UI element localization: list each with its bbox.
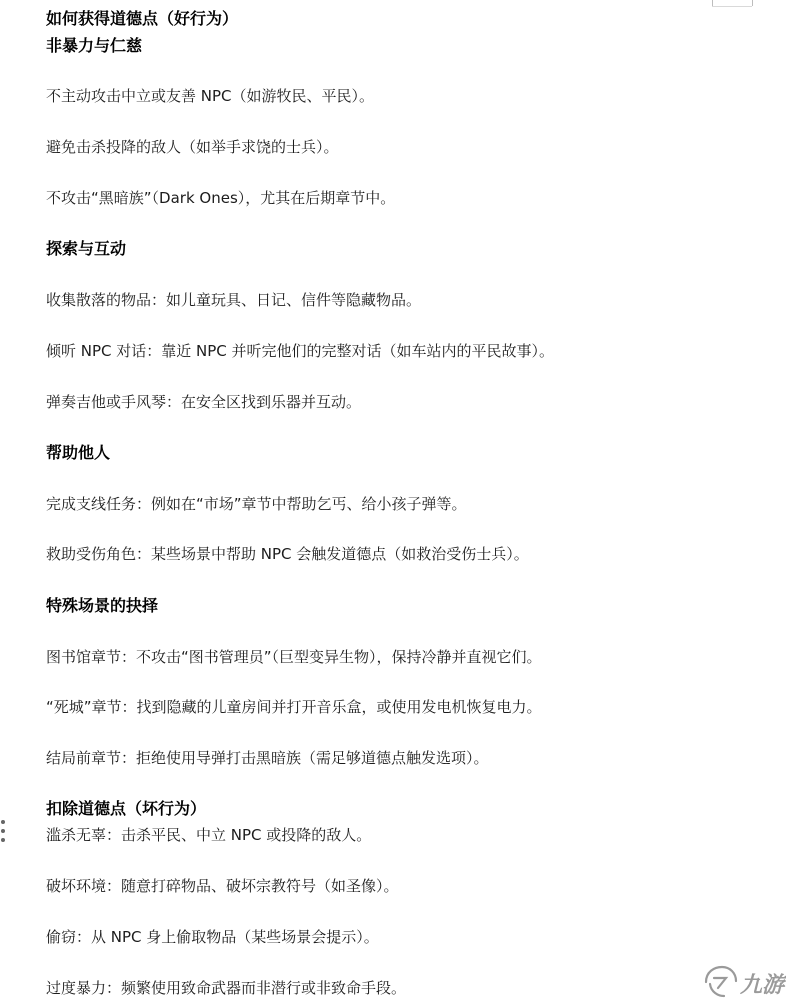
paragraph: 偷窃：从 NPC 身上偷取物品（某些场景会提示）。 (46, 928, 379, 946)
paragraph: 倾听 NPC 对话：靠近 NPC 并听完他们的完整对话（如车站内的平民故事）。 (46, 342, 555, 360)
section-heading: 非暴力与仁慈 (46, 36, 143, 55)
document-title: 如何获得道德点（好行为） (46, 9, 239, 28)
section-heading: 特殊场景的抉择 (46, 596, 159, 615)
section-heading: 帮助他人 (46, 443, 111, 462)
section-heading: 探索与互动 (46, 239, 127, 258)
page-frame-corner-right (752, 0, 753, 6)
section-heading: 扣除道德点（坏行为） (46, 799, 207, 818)
paragraph: 不攻击“黑暗族”（Dark Ones），尤其在后期章节中。 (46, 189, 396, 207)
paragraph: 避免击杀投降的敌人（如举手求饶的士兵）。 (46, 138, 339, 156)
drag-handle-dots-icon[interactable] (0, 820, 6, 847)
paragraph: 图书馆章节：不攻击“图书管理员”（巨型变异生物），保持冷静并直视它们。 (46, 648, 542, 666)
watermark-text: 九游 (740, 973, 785, 998)
paragraph: 收集散落的物品：如儿童玩具、日记、信件等隐藏物品。 (46, 291, 422, 309)
paragraph: 弹奏吉他或手风琴：在安全区找到乐器并互动。 (46, 393, 362, 411)
paragraph: 完成支线任务：例如在“市场”章节中帮助乞丐、给小孩子弹等。 (46, 495, 467, 513)
paragraph: “死城”章节：找到隐藏的儿童房间并打开音乐盒，或使用发电机恢复电力。 (46, 698, 542, 716)
paragraph: 破坏环境：随意打碎物品、破坏宗教符号（如圣像）。 (46, 877, 399, 895)
paragraph: 救助受伤角色：某些场景中帮助 NPC 会触发道德点（如救治受伤士兵）。 (46, 545, 529, 563)
paragraph: 滥杀无辜：击杀平民、中立 NPC 或投降的敌人。 (46, 826, 372, 844)
paragraph: 结局前章节：拒绝使用导弹打击黑暗族（需足够道德点触发选项）。 (46, 749, 489, 767)
jiuyou-logo-icon (700, 962, 786, 1002)
paragraph: 过度暴力：频繁使用致命武器而非潜行或非致命手段。 (46, 979, 407, 997)
paragraph: 不主动攻击中立或友善 NPC（如游牧民、平民）。 (46, 87, 375, 105)
watermark-logo (700, 962, 786, 1002)
page-frame-corner-bottom (712, 6, 752, 7)
